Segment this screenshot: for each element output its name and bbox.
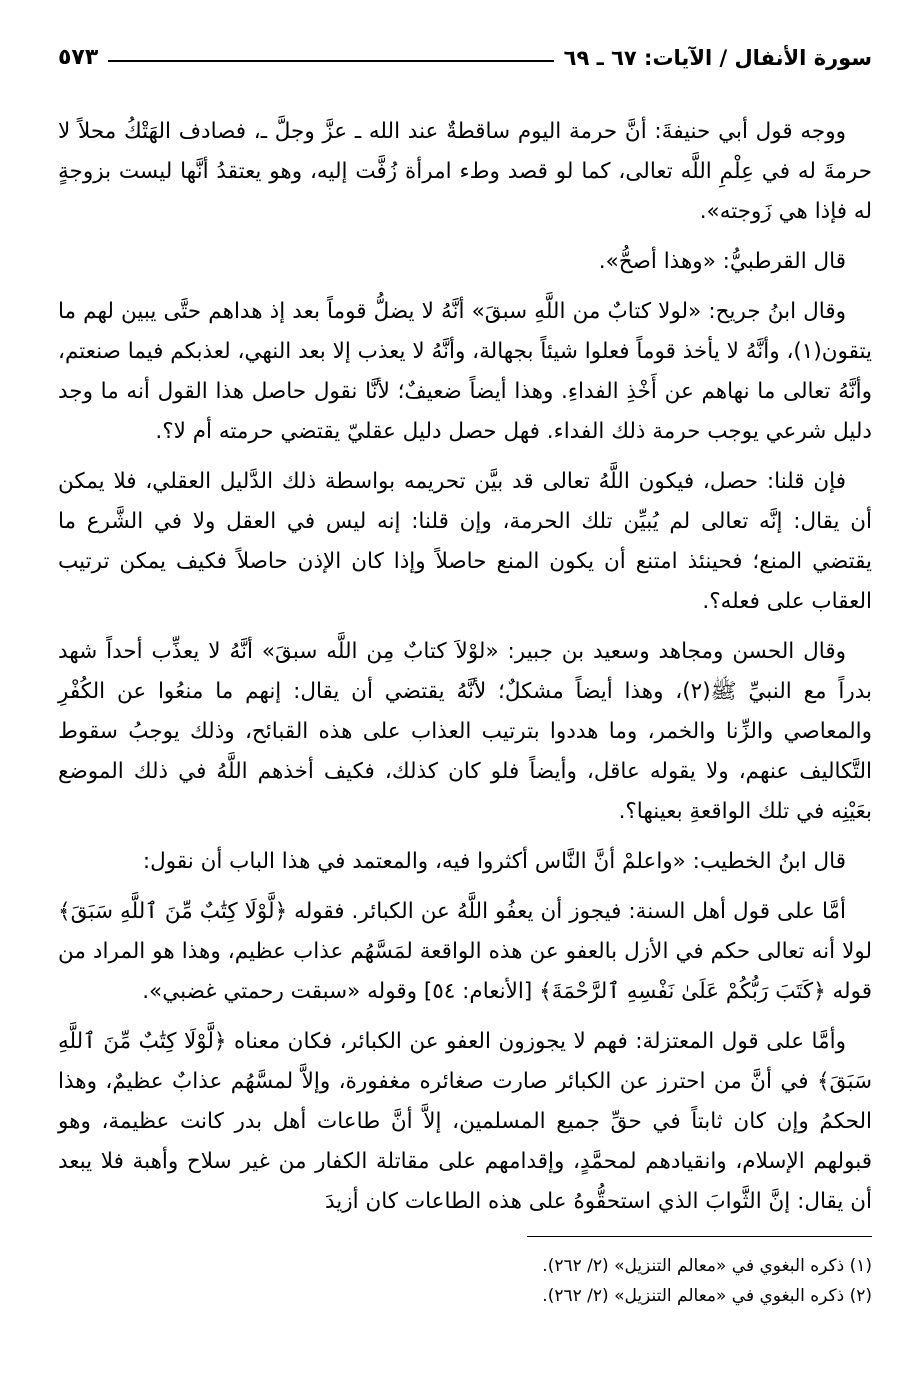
paragraph: قال ابنُ الخطيب: «واعلمْ أنَّ النَّاس أكثروا فيه، والمعتمد في هذا الباب أن نقول:: [142, 849, 846, 874]
paragraph: أمَّا على قول أهل السنة: فيجوز أن يعفُو اللَّهُ عن الكبائر. فقوله ﴿لَّوْلَا كِتَٰبٌ مِّنَ ٱللَّهِ سَبَقَ﴾ لولا أنه تعالى حكم في الأزل بالعفو عن هذه الواقعة لمَسَّهُم عذاب عظيم، وهذا هو المراد من قوله ﴿كَتَبَ رَبُّكُمْ عَلَىٰ نَفْسِهِ ٱلرَّحْمَةَ﴾ [الأنعام: ٥٤] وقوله «سبقت رحمتي غضبي».: [58, 899, 872, 1004]
footnote: (١) ذكره البغوي في «معالم التنزيل» (٢/ ٢٦٢).: [542, 1256, 872, 1276]
paragraph: وقال ابنُ جريح: «لولا كتابٌ من اللَّهِ سبقَ» أنَّهُ لا يضلُّ قوماً بعد إذ هداهم حتَّى يبين لهم ما يتقون(١)، وأنَّهُ لا يأخذ قوماً فعلوا شيئاً بجهالة، وأنَّهُ لا يعذب إلا بعد النهي، لعذبكم فيما صنعتم، وأنَّهُ تعالى ما نهاهم عن أَخْذِ الفداءِ. وهذا أيضاً ضعيفٌ؛ لأنَّا نقول حاصل هذا القول أنه ما وجد دليل شرعي يوجب حرمة ذلك الفداء. فهل حصل دليل عقليّ يقتضي حرمته أم لا؟.: [58, 299, 872, 444]
surah-title: سورة الأنفال / الآيات: ٦٧ ـ ٦٩: [563, 46, 872, 70]
paragraph: قال القرطبيُّ: «وهذا أصحُّ».: [598, 249, 846, 274]
footnote: (٢) ذكره البغوي في «معالم التنزيل» (٢/ ٢٦٢).: [542, 1286, 872, 1306]
footnotes: [58, 1251, 872, 1311]
paragraph: فإن قلنا: حصل، فيكون اللَّهُ تعالى قد بيَّن تحريمه بواسطة ذلك الدَّليل العقلي، فلا يمكن أن يقال: إنَّه تعالى لم يُبيِّن تلك الحرمة، وإن قلنا: إنه ليس في العقل ولا في الشَّرع ما يقتضي المنع؛ فحينئذ امتنع أن يكون المنع حاصلاً وإذا كان الإذن حاصلاً فكيف يمكن ترتيب العقاب على فعله؟.: [58, 469, 872, 614]
page-number: ٥٧٣: [58, 45, 99, 70]
paragraph: ووجه قول أبي حنيفةَ: أنَّ حرمة اليوم ساقطةٌ عند الله ـ عزَّ وجلَّ ـ، فصادف الهَتْكُ محلاً لا حرمةَ له في عِلْمِ اللَّه تعالى، كما لو قصد وطء امرأة زُفَّت إليه، وهو يعتقدُ أنَّها ليست بزوجةٍ له فإذا هي زَوجته».: [58, 119, 872, 224]
footnote-separator: [527, 1236, 872, 1237]
main-text: [58, 112, 872, 1222]
running-header: [58, 28, 872, 70]
paragraph: وقال الحسن ومجاهد وسعيد بن جبير: «لوْلاَ كتابٌ مِن اللَّه سبقَ» أنَّهُ لا يعذِّب أحداً شهد بدراً مع النبيِّ ﷺ(٢)، وهذا أيضاً مشكلٌ؛ لأنَّهُ يقتضي أن يقال: إنهم ما منعُوا عن الكُفْرِ والمعاصي والزِّنا والخمر، وما هددوا بترتيب العذاب على هذه القبائح، وذلك يوجبُ سقوط التَّكاليف عنهم، ولا يقوله عاقل، وأيضاً فلو كان كذلك، فكيف أخذهم اللَّهُ في ذلك الموضع بعَيْنِه في تلك الواقعةِ بعينها؟.: [58, 639, 872, 824]
paragraph: وأمَّا على قول المعتزلة: فهم لا يجوزون العفو عن الكبائر، فكان معناه ﴿لَّوْلَا كِتَٰبٌ مِّنَ ٱللَّهِ سَبَقَ﴾ في أنَّ من احترز عن الكبائر صارت صغائره مغفورة، وإلاَّ لمسَّهُم عذابٌ عظيمٌ، وهذا الحكمُ وإن كان ثابتاً في حقِّ جميع المسلمين، إلاَّ أنَّ طاعات أهل بدر كانت عظيمة، وهو قبولهم الإسلام، وانقيادهم لمحمَّدٍ، وإقدامهم على مقاتلة الكفار من غير سلاح وأهبة فلا يبعد أن يقال: إنَّ الثَّوابَ الذي استحقُّوهُ على هذه الطاعات كان أزيدَ: [58, 1029, 872, 1214]
header-rule: [108, 60, 553, 62]
